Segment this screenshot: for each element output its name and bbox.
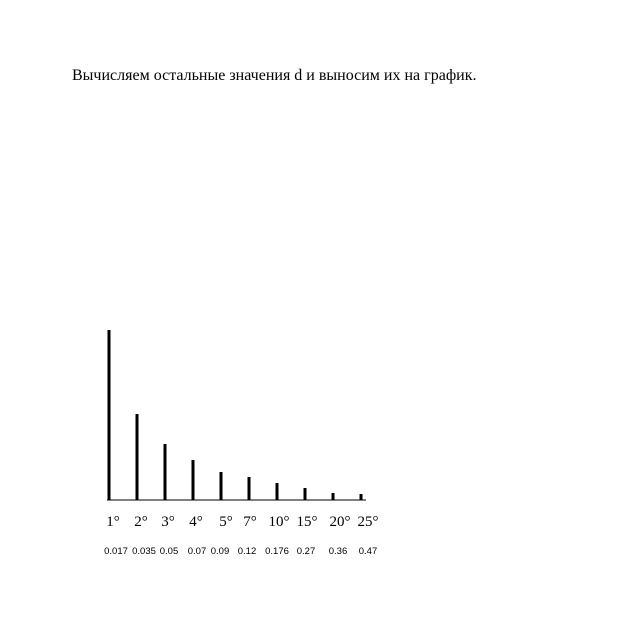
bar-9 [332,493,335,500]
bar-2 [136,414,139,500]
bar-6 [248,477,251,500]
category-labels-group [106,514,378,530]
bar-7 [276,483,279,500]
bar-8 [304,488,307,500]
category-label-3: 3° [161,514,175,530]
category-value-label-3: 0.05 [159,546,179,557]
category-label-8: 15° [296,514,318,530]
instruction-text: Вычисляем остальные значения d и выносим их на график. [72,67,477,84]
bar-5 [220,472,223,500]
category-value-label-9: 0.36 [328,546,348,557]
category-value-label-1: 0.017 [104,546,128,557]
bar-1 [108,330,111,500]
category-value-labels-group [104,546,377,557]
bars-group [108,330,363,500]
category-label-2: 2° [134,514,148,530]
category-value-label-6: 0.12 [237,546,257,557]
bar-4 [192,460,195,500]
category-value-label-7: 0.176 [265,546,289,557]
category-label-6: 7° [243,514,257,530]
category-value-label-4: 0.07 [187,546,207,557]
category-value-label-8: 0.27 [296,546,316,557]
category-value-label-5: 0.09 [210,546,230,557]
category-label-9: 20° [329,514,351,530]
category-label-10: 25° [357,514,379,530]
bar-10 [360,494,363,500]
category-value-label-10: 0.47 [358,546,378,557]
category-label-7: 10° [268,514,290,530]
category-label-5: 5° [219,514,233,530]
bar-3 [164,444,167,500]
category-label-4: 4° [189,514,203,530]
category-label-1: 1° [106,514,120,530]
category-value-label-2: 0.035 [132,546,156,557]
